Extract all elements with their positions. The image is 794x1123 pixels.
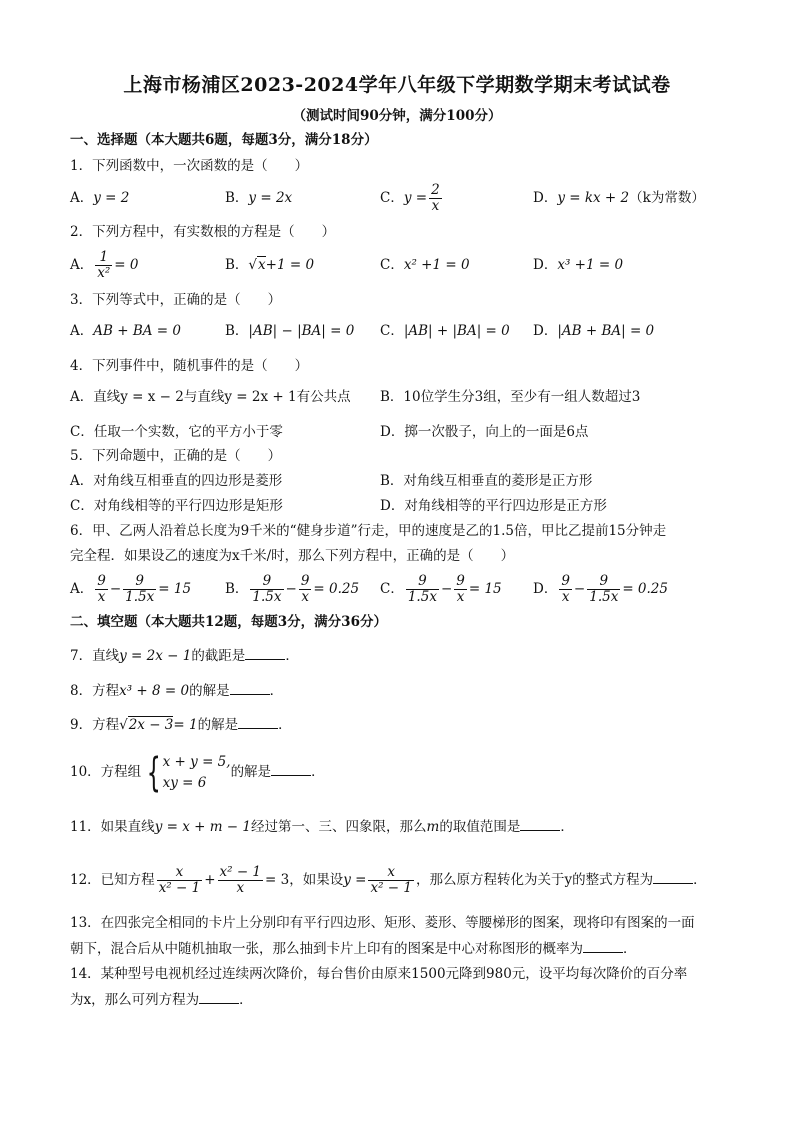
q5-option-a: A．对角线互相垂直的四边形是菱形 (70, 473, 283, 489)
q1-option-b: B．y = 2x (225, 190, 293, 206)
q6-stem-line2: 完全程．如果设乙的速度为x千米/时，那么下列方程中，正确的是（ ） (70, 548, 515, 564)
q2-stem: 2．下列方程中，有实数根的方程是（ ） (70, 224, 336, 240)
q8: 8．方程x³ + 8 = 0的解是 ． (70, 680, 283, 701)
answer-blank[interactable] (520, 816, 560, 831)
q12: 12．已知方程 $\frac{x}{\text{x² − 1}}$ + $\frac{\text{x² − 1}}{x}$ = 3，如果设y = $\frac{x}{\text{x² − 1}}$ ，那么原方程转化为关于y的整式方程为 ． (70, 864, 707, 896)
q13-line1: 13．在四张完全相同的卡片上分别印有平行四边形、矩形、菱形、等腰梯形的图案，现将印有图案的一面 (70, 915, 695, 931)
q11: 11．如果直线y = x + m − 1经过第一、三、四象限，那么m的取值范围是 ． (70, 816, 574, 837)
q7: 7．直线y = 2x − 1的截距是 ． (70, 645, 299, 666)
section2-heading: 二、填空题（本大题共12题，每题3分，满分36分） (70, 614, 387, 630)
q6-option-d: D． $\frac{9}{x}$ − $\frac{9}{1.5x}$ = 0.25 (533, 573, 668, 605)
page-title: 上海市杨浦区2023-2024学年八年级下学期数学期末考试试卷 (123, 74, 671, 96)
q2-option-b: B．√x+1 = 0 (225, 257, 315, 273)
answer-blank[interactable] (230, 680, 270, 695)
answer-blank[interactable] (245, 645, 285, 660)
q1-stem: 1．下列函数中，一次函数的是（ ） (70, 158, 309, 174)
q4-option-b: B．10位学生分3组，至少有一组人数超过3 (380, 389, 641, 405)
q3-option-d: D．|AB + BA| = 0 (533, 323, 655, 339)
q10: 10．方程组 { x + y = 5, xy = 6 的解是 ． (70, 749, 325, 796)
q6-option-b: B． $\frac{9}{1.5x}$ − $\frac{9}{x}$ = 0.25 (225, 573, 360, 605)
q5-option-d: D．对角线相等的平行四边形是正方形 (380, 498, 607, 514)
q3-option-a: A．AB + BA = 0 (70, 323, 181, 339)
q6-stem-line1: 6．甲、乙两人沿着总长度为9千米的“健身步道”行走，甲的速度是乙的1.5倍，甲比乙提前15分钟走 (70, 523, 667, 539)
answer-blank[interactable] (199, 989, 239, 1004)
q3-option-c: C．|AB| + |BA| = 0 (380, 323, 510, 339)
q4-option-d: D．掷一次骰子，向上的一面是6点 (380, 424, 589, 440)
answer-blank[interactable] (653, 869, 693, 884)
page-subtitle: （测试时间90分钟，满分100分） (292, 108, 502, 124)
section1-heading: 一、选择题（本大题共6题，每题3分，满分18分） (70, 132, 378, 148)
q6-option-c: C． $\frac{9}{1.5x}$ − $\frac{9}{x}$ = 15 (380, 573, 502, 605)
brace-icon: { (146, 749, 161, 796)
q13-line2: 朝下，混合后从中随机抽取一张，那么抽到卡片上印有的图案是中心对称图形的概率为 ． (70, 938, 637, 959)
q3-option-b: B．|AB| − |BA| = 0 (225, 323, 355, 339)
q9: 9．方程√2x − 3= 1的解是 ． (70, 714, 292, 735)
q14-line1: 14．某种型号电视机经过连续两次降价，每台售价由原来1500元降到980元，设平均每次降价的百分率 (70, 966, 688, 982)
q14-line2: 为x，那么可列方程为 ． (70, 989, 253, 1010)
answer-blank[interactable] (271, 761, 311, 776)
q5-stem: 5．下列命题中，正确的是（ ） (70, 448, 282, 464)
q2-option-c: C．x² +1 = 0 (380, 257, 470, 273)
q5-option-b: B．对角线互相垂直的菱形是正方形 (380, 473, 593, 489)
q3-stem: 3．下列等式中，正确的是（ ） (70, 292, 282, 308)
q4-stem: 4．下列事件中，随机事件的是（ ） (70, 358, 309, 374)
q6-option-a: A． $\frac{9}{x}$ − $\frac{9}{1.5x}$ = 15 (70, 573, 192, 605)
q5-option-c: C．对角线相等的平行四边形是矩形 (70, 498, 283, 514)
q1-option-a: A．y = 2 (70, 190, 130, 206)
answer-blank[interactable] (583, 938, 623, 953)
q2-option-a: A． $\frac{1}{\text{x²}}$ = 0 (70, 249, 139, 281)
q2-option-d: D．x³ +1 = 0 (533, 257, 624, 273)
q1-option-c: C．y = $\frac{2}{x}$ (380, 182, 440, 214)
q1-option-d: D．y = kx + 2（k为常数） (533, 190, 705, 206)
q4-option-a: A．直线y = x − 2与直线y = 2x + 1有公共点 (70, 389, 351, 405)
q4-option-c: C．任取一个实数，它的平方小于零 (70, 424, 283, 440)
answer-blank[interactable] (238, 714, 278, 729)
